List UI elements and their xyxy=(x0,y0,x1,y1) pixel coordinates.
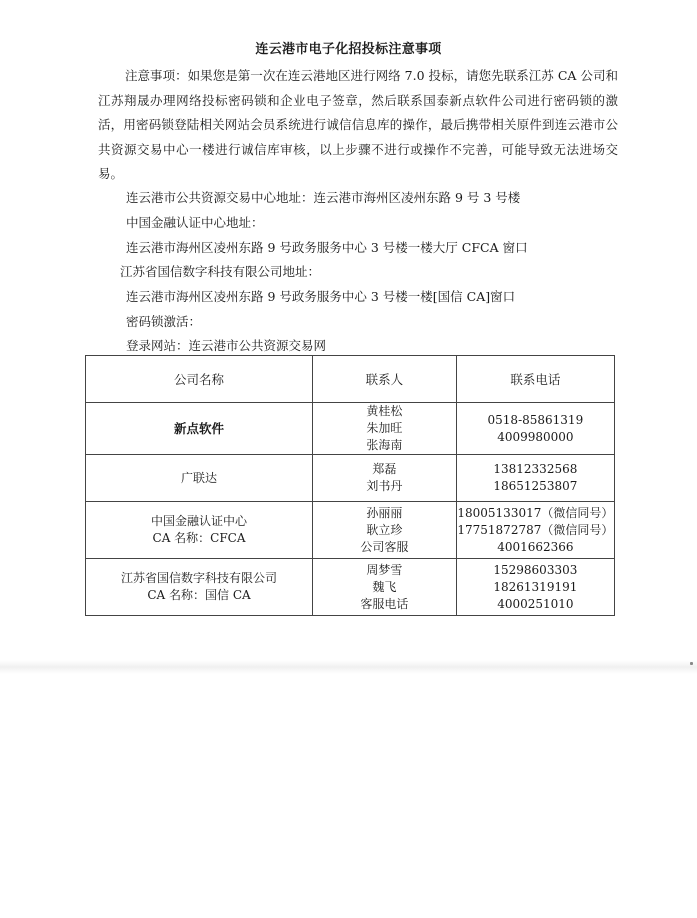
guoxin-address-line: 连云港市海州区凌州东路 9 号政务服务中心 3 号楼一楼[国信 CA]窗口 xyxy=(126,289,516,304)
contacts-table xyxy=(85,355,615,616)
phone-number: 4001662366 xyxy=(497,539,574,554)
contact-name: 周梦雪 xyxy=(366,562,403,577)
contact-name: 孙丽丽 xyxy=(366,505,403,520)
header-contact: 联系人 xyxy=(313,356,457,403)
phone-cell xyxy=(456,403,614,455)
contact-name: 耿立珍 xyxy=(366,522,403,537)
phone-number: 18261319191 xyxy=(493,579,578,594)
contact-name: 黄桂松 xyxy=(366,404,403,418)
company-name: 广联达 xyxy=(181,470,218,485)
table-row xyxy=(86,502,615,559)
phone-number: 17751872787（微信同号） xyxy=(457,522,614,537)
table-row xyxy=(86,559,615,616)
scan-artifact-band xyxy=(0,660,697,674)
company-cell xyxy=(86,403,313,455)
phone-number: 15298603303 xyxy=(493,562,578,577)
table-header-row xyxy=(86,356,615,403)
cfca-address-line: 连云港市海州区凌州东路 9 号政务服务中心 3 号楼一楼大厅 CFCA 窗口 xyxy=(126,240,528,255)
phone-number: 18005133017（微信同号） xyxy=(457,505,614,520)
phone-cell xyxy=(456,559,614,616)
company-name: 江苏省国信数字科技有限公司 xyxy=(121,571,278,585)
phone-number: 13812332568 xyxy=(493,462,578,476)
contact-name: 张海南 xyxy=(366,438,403,452)
login-site-line: 登录网站：连云港市公共资源交易网 xyxy=(126,338,327,353)
scan-artifact-dot xyxy=(690,662,693,665)
phone-number: 0518-85861319 xyxy=(487,412,584,427)
lock-activation-label: 密码锁激活： xyxy=(126,314,202,329)
contact-name: 公司客服 xyxy=(360,539,409,554)
phone-cell xyxy=(456,455,614,502)
ca-name: CA 名称：国信 CA xyxy=(147,588,251,602)
phone-cell xyxy=(456,502,614,559)
ca-name: CA 名称：CFCA xyxy=(152,531,246,545)
document-title: 连云港市电子化招投标注意事项 xyxy=(255,42,442,57)
table-row xyxy=(86,403,615,455)
company-cell xyxy=(86,502,313,559)
phone-number: 4009980000 xyxy=(497,429,574,444)
company-cell xyxy=(86,455,313,502)
contact-name: 客服电话 xyxy=(360,596,409,611)
company-cell xyxy=(86,559,313,616)
phone-number: 4000251010 xyxy=(497,596,574,611)
contact-cell xyxy=(313,502,457,559)
contact-name: 郑磊 xyxy=(372,462,397,476)
contact-name: 朱加旺 xyxy=(366,421,403,435)
contact-cell xyxy=(313,559,457,616)
notice-paragraph: 注意事项：如果您是第一次在连云港地区进行网络 7.0 投标，请您先联系江苏 CA 公司和江苏翔晟办理网络投标密码锁和企业电子签章，然后联系国泰新点软件公司进行密码锁的激活，用密码锁登陆相关网站会员系统进行诚信信息库的操作，最后携带相关原件到连云港市公共资源交易中心一楼进行诚信库审核，以上步骤不进行或操作不完善，可能导致无法进场交易。 xyxy=(98,68,618,181)
contact-cell xyxy=(313,403,457,455)
center-address-line: 连云港市公共资源交易中心地址：连云港市海州区凌州东路 9 号 3 号楼 xyxy=(126,190,521,205)
table-row xyxy=(86,455,615,502)
contact-name: 魏飞 xyxy=(372,579,397,594)
contact-cell xyxy=(313,455,457,502)
phone-number: 18651253807 xyxy=(493,479,578,493)
contact-name: 刘书丹 xyxy=(366,479,403,493)
header-phone: 联系电话 xyxy=(456,356,614,403)
guoxin-address-label: 江苏省国信数字科技有限公司地址： xyxy=(120,264,321,279)
company-name: 新点软件 xyxy=(174,421,225,436)
header-company: 公司名称 xyxy=(86,356,313,403)
cfca-address-label: 中国金融认证中心地址： xyxy=(126,215,264,230)
company-name: 中国金融认证中心 xyxy=(151,514,248,528)
